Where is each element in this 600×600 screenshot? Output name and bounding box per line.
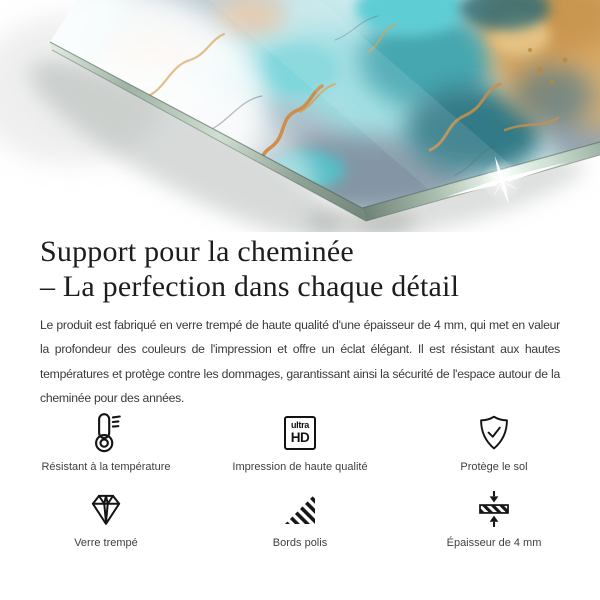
hero-image: [0, 0, 600, 232]
feature-print-quality: [203, 411, 397, 473]
feature-label: Impression de haute qualité: [232, 460, 368, 473]
feature-label: Protège le sol: [460, 460, 528, 473]
feature-thickness: [397, 487, 591, 549]
feature-label: Résistant à la température: [41, 460, 171, 473]
feature-label: Épaisseur de 4 mm: [446, 536, 542, 549]
feature-polished-edges: [203, 487, 397, 549]
feature-label: Bords polis: [272, 536, 328, 549]
description-text: Le produit est fabriqué en verre trempé de haute qualité d'une épaisseur de 4 mm, qui met en valeur la profondeur des couleurs de l'impression et offre un éclat élégant. Il est résistant aux hautes températures et protège contre les dommages, garantissant ainsi la sécurité de l'espace autour de la cheminée pour des années.: [40, 318, 560, 406]
features-grid: [9, 411, 591, 549]
shield-check-icon: [474, 411, 514, 455]
ultra-hd-icon: [284, 411, 316, 455]
page-title: [40, 234, 560, 304]
feature-label: Verre trempé: [74, 536, 138, 549]
feature-tempered-glass: [9, 487, 203, 549]
feature-floor-protection: [397, 411, 591, 473]
thickness-icon: [473, 487, 515, 531]
ultra-hd-badge-top: ultra: [290, 419, 309, 430]
feature-temperature: [9, 411, 203, 473]
ultra-hd-badge-bottom: HD: [290, 429, 310, 445]
page-title-line1: Support pour la cheminée: [40, 235, 354, 268]
diamond-icon: [85, 487, 127, 531]
polished-edges-icon: [281, 487, 319, 531]
page-title-line2: – La perfection dans chaque détail: [40, 270, 460, 303]
thermometer-icon: [84, 411, 128, 455]
